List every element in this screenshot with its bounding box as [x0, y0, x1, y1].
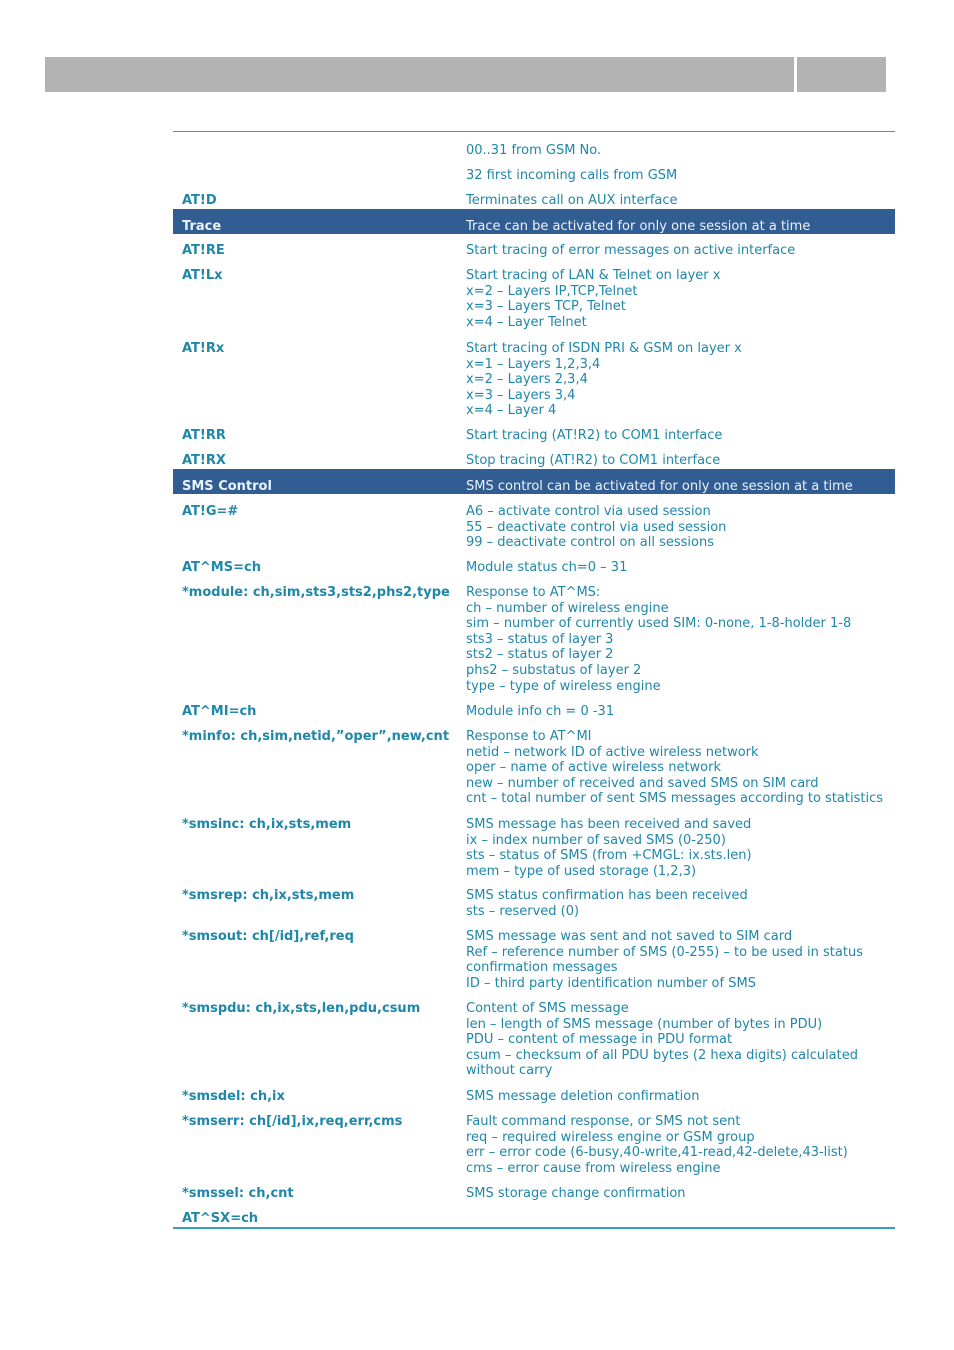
table-row: [173, 243, 895, 268]
description-line: Ref – reference number of SMS (0-255) – to be used in status: [466, 944, 863, 960]
description-cell: [466, 219, 891, 235]
section-title: Trace: [182, 219, 222, 234]
description-line: SMS message deletion confirmation: [466, 1089, 700, 1104]
command-cell: *smsrep: ch,ix,sts,mem: [182, 888, 355, 903]
table-row: [173, 504, 895, 560]
table-row: [173, 704, 895, 729]
description-line: SMS status confirmation has been received: [466, 888, 748, 903]
description-cell: [466, 453, 891, 469]
description-line: Stop tracing (AT!R2) to COM1 interface: [466, 453, 721, 468]
command-cell: *smspdu: ch,ix,sts,len,pdu,csum: [182, 1001, 421, 1016]
description-line: new – number of received and saved SMS on SIM card: [466, 775, 819, 791]
command-cell: AT^SX=ch: [182, 1211, 259, 1226]
description-line: cnt – total number of sent SMS messages according to statistics: [466, 791, 884, 807]
description-line: x=3 – Layers 3,4: [466, 387, 576, 403]
command-cell: *smsdel: ch,ix: [182, 1089, 285, 1104]
description-cell: [466, 585, 891, 694]
table-row: [173, 268, 895, 341]
description-line: Response to AT^MI: [466, 729, 592, 744]
description-line: Fault command response, or SMS not sent: [466, 1114, 741, 1129]
description-cell: [466, 504, 891, 551]
description-line: Module status ch=0 – 31: [466, 560, 628, 575]
command-cell: AT^MS=ch: [182, 560, 261, 575]
table-row: [173, 168, 895, 193]
description-line: SMS storage change confirmation: [466, 1186, 686, 1201]
description-cell: [466, 168, 891, 184]
page-number-box: [797, 57, 886, 92]
table-row: [173, 1186, 895, 1211]
description-line: x=2 – Layers 2,3,4: [466, 372, 588, 388]
description-cell: [466, 1001, 891, 1079]
description-line: A6 – activate control via used session: [466, 504, 711, 519]
description-cell: [466, 560, 891, 576]
description-line: 55 – deactivate control via used session: [466, 519, 727, 535]
description-line: mem – type of used storage (1,2,3): [466, 863, 697, 879]
description-line: sts – reserved (0): [466, 903, 580, 919]
table-row: [173, 729, 895, 817]
table-row: [173, 1211, 895, 1227]
description-line: 32 first incoming calls from GSM: [466, 168, 678, 183]
description-cell: [466, 143, 891, 159]
command-cell: AT^MI=ch: [182, 704, 257, 719]
section-title: SMS Control: [182, 479, 272, 494]
description-line: Start tracing (AT!R2) to COM1 interface: [466, 428, 723, 443]
table-top-rule: [173, 131, 895, 132]
description-cell: [466, 1089, 891, 1105]
description-line: x=4 – Layer 4: [466, 403, 557, 419]
description-line: type – type of wireless engine: [466, 678, 661, 694]
description-cell: [466, 704, 891, 720]
table-row: [173, 143, 895, 168]
section-header-row: [173, 469, 895, 494]
description-cell: [466, 268, 891, 330]
command-cell: AT!RX: [182, 453, 226, 468]
description-line: netid – network ID of active wireless network: [466, 744, 759, 760]
description-line: Trace can be activated for only one session at a time: [466, 219, 811, 234]
description-cell: [466, 888, 891, 919]
description-line: csum – checksum of all PDU bytes (2 hexa digits) calculated: [466, 1047, 858, 1063]
description-cell: [466, 341, 891, 419]
table-row: [173, 929, 895, 1001]
description-line: x=4 – Layer Telnet: [466, 314, 587, 330]
description-line: confirmation messages: [466, 960, 618, 976]
command-cell: *minfo: ch,sim,netid,”oper”,new,cnt: [182, 729, 450, 744]
description-line: cms – error cause from wireless engine: [466, 1160, 721, 1176]
table-row: [173, 560, 895, 585]
description-line: PDU – content of message in PDU format: [466, 1032, 733, 1048]
description-line: sts2 – status of layer 2: [466, 647, 614, 663]
table-row: [173, 1114, 895, 1186]
description-line: x=1 – Layers 1,2,3,4: [466, 356, 601, 372]
description-line: x=3 – Layers TCP, Telnet: [466, 299, 626, 315]
description-line: sts3 – status of layer 3: [466, 631, 614, 647]
table-row: [173, 888, 895, 929]
command-cell: AT!G=#: [182, 504, 239, 519]
section-header-row: [173, 209, 895, 234]
description-cell: [466, 1114, 891, 1176]
command-cell: *smsout: ch[/id],ref,req: [182, 929, 354, 944]
description-cell: [466, 479, 891, 495]
page-header-bar: [45, 57, 794, 92]
table-row: [173, 1001, 895, 1089]
command-cell: *module: ch,sim,sts3,sts2,phs2,type: [182, 585, 450, 600]
description-line: 99 – deactivate control on all sessions: [466, 535, 715, 551]
description-line: oper – name of active wireless network: [466, 760, 722, 776]
description-line: ch – number of wireless engine: [466, 600, 669, 616]
command-cell: AT!Lx: [182, 268, 223, 283]
description-cell: [466, 929, 891, 991]
description-cell: [466, 243, 891, 259]
table-row: [173, 1089, 895, 1114]
command-cell: AT!D: [182, 193, 217, 208]
description-line: SMS message has been received and saved: [466, 817, 752, 832]
command-cell: AT!RE: [182, 243, 225, 258]
description-line: Start tracing of error messages on active interface: [466, 243, 796, 258]
description-line: Module info ch = 0 -31: [466, 704, 615, 719]
description-line: Start tracing of LAN & Telnet on layer x: [466, 268, 721, 283]
description-line: req – required wireless engine or GSM group: [466, 1129, 755, 1145]
description-line: Response to AT^MS:: [466, 585, 601, 600]
description-cell: [466, 193, 891, 209]
table-bottom-rule: [173, 1227, 895, 1229]
description-line: sim – number of currently used SIM: 0-none, 1-8-holder 1-8: [466, 616, 852, 632]
description-cell: [466, 817, 891, 879]
description-line: SMS message was sent and not saved to SIM card: [466, 929, 793, 944]
description-line: SMS control can be activated for only one session at a time: [466, 479, 853, 494]
command-cell: *smsinc: ch,ix,sts,mem: [182, 817, 352, 832]
description-line: Start tracing of ISDN PRI & GSM on layer x: [466, 341, 742, 356]
table-row: [173, 585, 895, 704]
description-cell: [466, 428, 891, 444]
description-line: 00..31 from GSM No.: [466, 143, 602, 158]
table-row: [173, 428, 895, 453]
table-row: [173, 453, 895, 469]
description-line: Terminates call on AUX interface: [466, 193, 678, 208]
description-line: Content of SMS message: [466, 1001, 629, 1016]
table-row: [173, 817, 895, 888]
command-cell: *smssel: ch,cnt: [182, 1186, 294, 1201]
description-cell: [466, 729, 891, 807]
description-line: sts – status of SMS (from +CMGL: ix.sts.len): [466, 848, 752, 864]
description-line: len – length of SMS message (number of bytes in PDU): [466, 1016, 823, 1032]
table-row: [173, 341, 895, 428]
description-line: ID – third party identification number of SMS: [466, 975, 756, 991]
table-row: [173, 193, 895, 209]
description-line: err – error code (6-busy,40-write,41-read,42-delete,43-list): [466, 1145, 848, 1161]
description-cell: [466, 1186, 891, 1202]
command-cell: AT!Rx: [182, 341, 225, 356]
command-cell: *smserr: ch[/id],ix,req,err,cms: [182, 1114, 403, 1129]
description-line: phs2 – substatus of layer 2: [466, 662, 642, 678]
command-cell: AT!RR: [182, 428, 226, 443]
description-line: ix – index number of saved SMS (0-250): [466, 832, 726, 848]
description-line: without carry: [466, 1063, 553, 1079]
description-line: x=2 – Layers IP,TCP,Telnet: [466, 283, 638, 299]
